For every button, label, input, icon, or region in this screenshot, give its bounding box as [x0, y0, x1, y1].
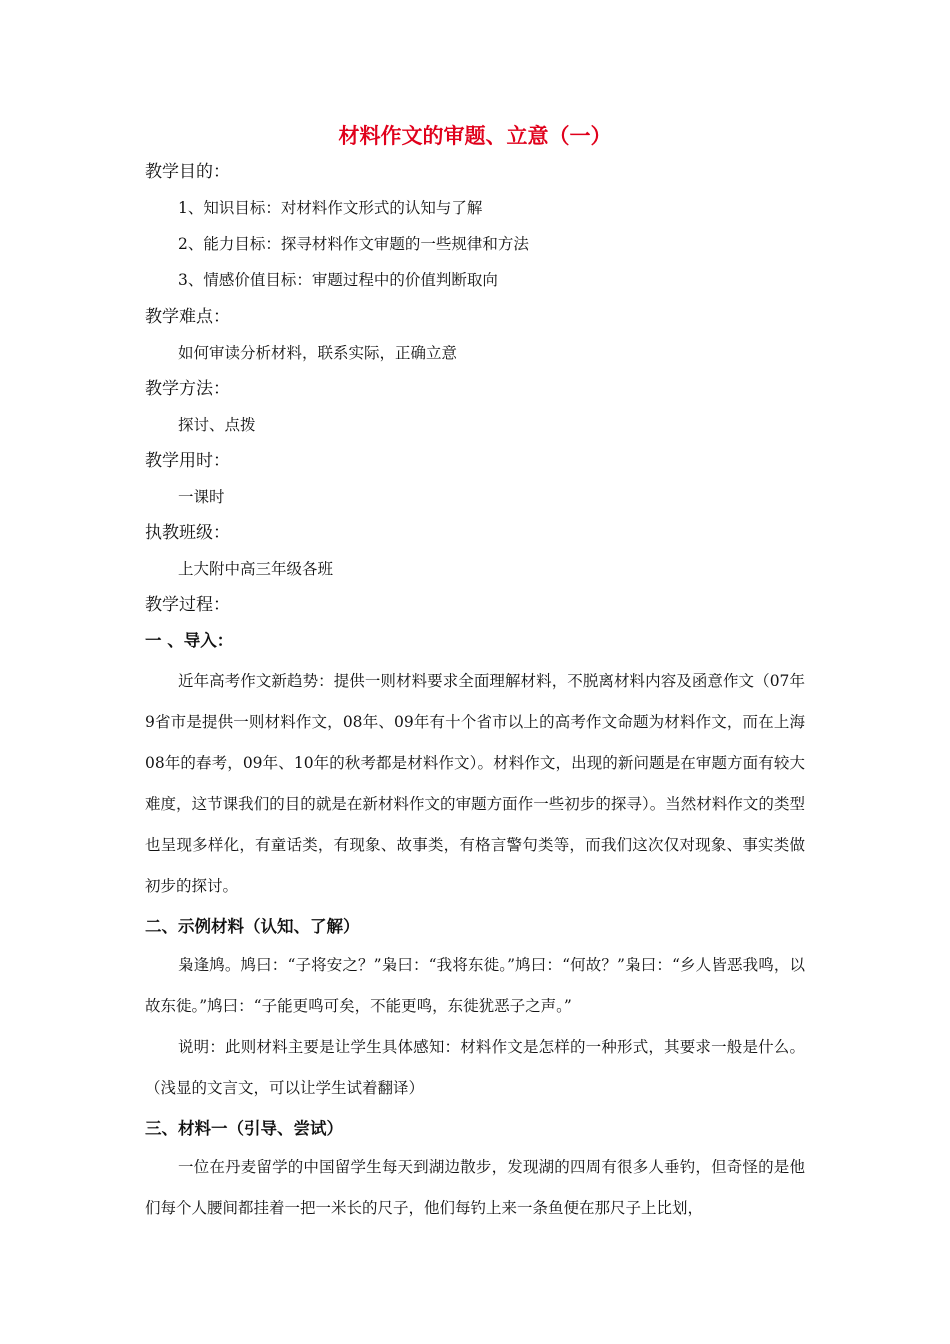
section-heading-intro: 一 、导入： [145, 631, 234, 650]
document-title: 材料作文的审题、立意（一） [338, 124, 612, 148]
time-label: 教学用时： [145, 451, 230, 471]
process-label: 教学过程： [145, 595, 230, 615]
goal-item: 2、能力目标：探寻材料作文审题的一些规律和方法 [178, 235, 529, 253]
goals-label: 教学目的： [145, 162, 230, 182]
goal-item: 3、情感价值目标：审题过程中的价值判断取向 [178, 271, 498, 289]
document-body [145, 118, 805, 1229]
example-note: 说明：此则材料主要是让学生具体感知：材料作文是怎样的一种形式，其要求一般是什么。（浅显的文言文，可以让学生试着翻译） [145, 1038, 805, 1097]
example-paragraph: 枭逢鸠。鸠曰：“子将安之？”枭曰：“我将东徙。”鸠曰：“何故？”枭曰：“乡人皆恶我鸣，以故东徙。”鸠曰：“子能更鸣可矣，不能更鸣，东徙犹恶子之声。” [145, 956, 805, 1015]
section-heading-example: 二、示例材料（认知、了解） [145, 917, 360, 936]
class-label: 执教班级： [145, 523, 230, 543]
difficulty-text: 如何审读分析材料，联系实际，正确立意 [178, 344, 458, 362]
method-label: 教学方法： [145, 379, 230, 399]
class-text: 上大附中高三年级各班 [178, 560, 334, 578]
time-text: 一课时 [178, 488, 225, 506]
difficulty-label: 教学难点： [145, 307, 230, 327]
method-text: 探讨、点拨 [178, 416, 256, 434]
section-heading-material-one: 三、材料一（引导、尝试） [145, 1119, 343, 1138]
material-one-paragraph: 一位在丹麦留学的中国留学生每天到湖边散步，发现湖的四周有很多人垂钓，但奇怪的是他们每个人腰间都挂着一把一米长的尺子，他们每钓上来一条鱼便在那尺子上比划， [145, 1158, 805, 1217]
intro-paragraph: 近年高考作文新趋势：提供一则材料要求全面理解材料，不脱离材料内容及函意作文（07年9省市是提供一则材料作文，08年、09年有十个省市以上的高考作文命题为材料作文，而在上海08年的春考，09年、10年的秋考都是材料作文）。材料作文，出现的新问题是在审题方面有较大难度，这节课我们的目的就是在新材料作文的审题方面作一些初步的探寻）。当然材料作文的类型也呈现多样化，有童话类，有现象、故事类，有格言警句类等，而我们这次仅对现象、事实类做初步的探讨。 [145, 672, 805, 895]
goal-item: 1、知识目标：对材料作文形式的认知与了解 [178, 199, 483, 217]
